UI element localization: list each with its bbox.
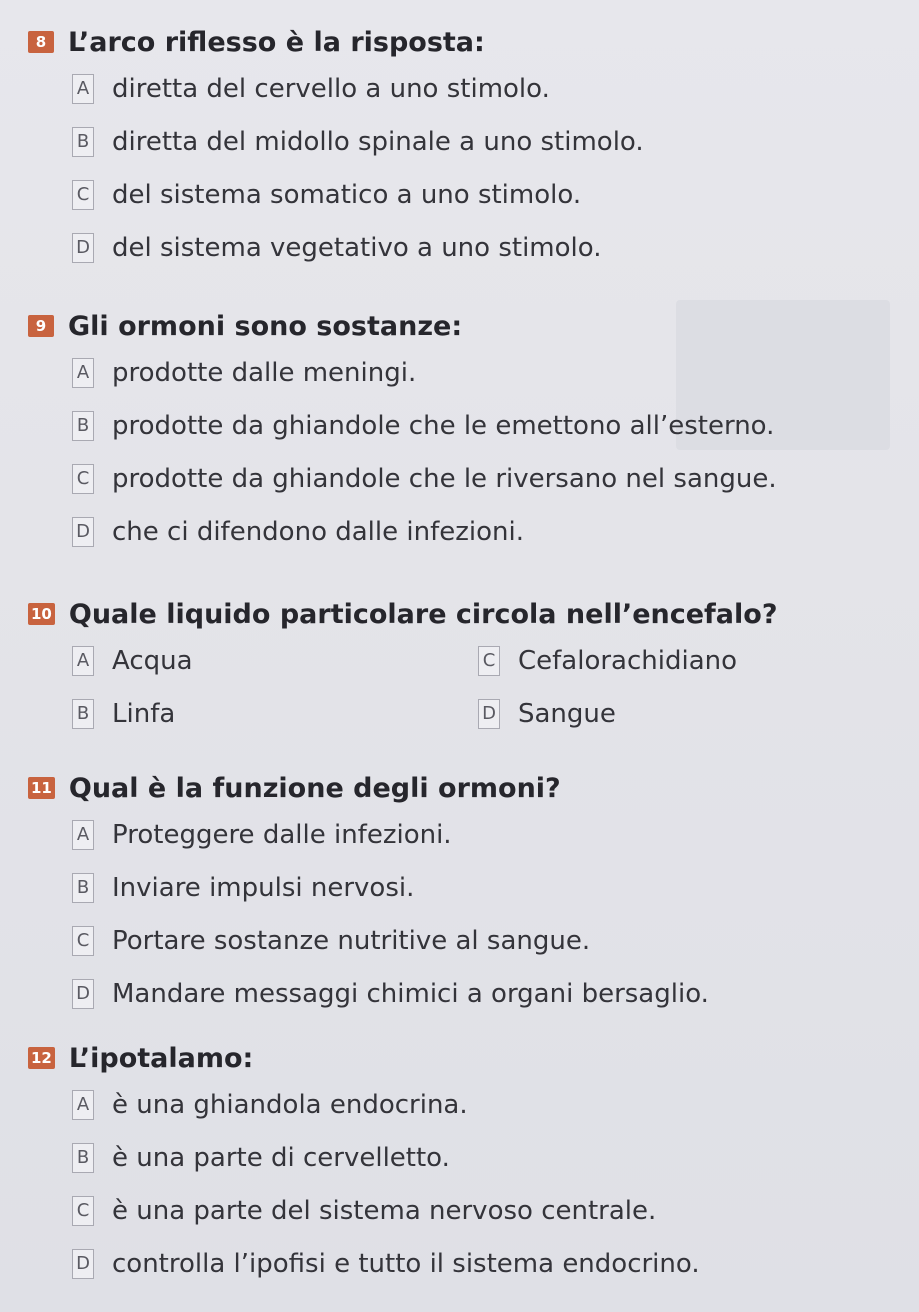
option-c[interactable] [72,1184,700,1237]
option-letter-box[interactable]: D [72,1249,94,1279]
question-header [28,22,644,62]
question-number-badge: 9 [28,315,54,337]
option-letter-box[interactable]: A [72,358,94,388]
option-d[interactable] [72,967,709,1020]
question-text: L’ipotalamo: [68,1042,254,1074]
question-11 [28,768,709,1020]
options-list [72,1078,700,1290]
options-list [72,808,709,1020]
option-letter-box[interactable]: C [72,926,94,956]
option-letter-box[interactable]: A [72,74,94,104]
option-letter-box[interactable]: A [72,820,94,850]
option-b[interactable] [72,399,777,452]
question-header [28,1038,700,1078]
option-a[interactable] [72,346,777,399]
option-c[interactable] [72,914,709,967]
option-letter-box[interactable]: A [72,646,94,676]
option-d[interactable] [72,1237,700,1290]
option-letter-box[interactable]: D [72,979,94,1009]
option-letter-box[interactable]: D [72,233,94,263]
option-a[interactable] [72,634,478,687]
question-header [28,594,818,634]
option-text: Acqua [112,645,193,676]
option-text: prodotte da ghiandole che le riversano nel sangue. [112,463,777,494]
option-letter-box[interactable]: D [478,699,500,729]
option-d[interactable] [72,221,644,274]
option-text: che ci difendono dalle infezioni. [112,516,524,547]
option-letter-box[interactable]: B [72,1143,94,1173]
option-text: prodotte da ghiandole che le emettono all’esterno. [112,410,775,441]
option-letter-box[interactable]: A [72,1090,94,1120]
question-9 [28,306,777,558]
question-text: Gli ormoni sono sostanze: [68,310,463,342]
option-letter-box[interactable]: B [72,873,94,903]
option-text: Mandare messaggi chimici a organi bersaglio. [112,978,709,1009]
option-text: del sistema vegetativo a uno stimolo. [112,232,602,263]
option-b[interactable] [72,115,644,168]
question-header [28,768,709,808]
question-text: L’arco riflesso è la risposta: [68,26,485,58]
option-letter-box[interactable]: C [72,180,94,210]
options-list [72,346,777,558]
option-text: è una parte di cervelletto. [112,1142,450,1173]
question-number-badge: 8 [28,31,54,53]
options-list [72,62,644,274]
option-text: Linfa [112,698,176,729]
option-text: Proteggere dalle infezioni. [112,819,452,850]
option-letter-box[interactable]: B [72,127,94,157]
question-header [28,306,777,346]
question-text: Qual è la funzione degli ormoni? [68,772,561,804]
option-c[interactable] [72,452,777,505]
option-letter-box[interactable]: C [72,1196,94,1226]
option-letter-box[interactable]: C [72,464,94,494]
option-text: Sangue [518,698,616,729]
option-d[interactable] [72,505,777,558]
option-b[interactable] [72,1131,700,1184]
option-b[interactable] [72,861,709,914]
question-number-badge: 12 [28,1047,55,1069]
question-10 [28,594,818,740]
option-text: Inviare impulsi nervosi. [112,872,415,903]
option-text: è una parte del sistema nervoso centrale. [112,1195,657,1226]
option-a[interactable] [72,62,644,115]
option-text: Cefalorachidiano [518,645,738,676]
option-text: diretta del midollo spinale a uno stimolo. [112,126,644,157]
option-text: controlla l’ipofisi e tutto il sistema endocrino. [112,1248,700,1279]
option-a[interactable] [72,1078,700,1131]
option-d[interactable] [478,687,818,740]
options-grid [72,634,818,740]
option-c[interactable] [72,168,644,221]
option-letter-box[interactable]: B [72,411,94,441]
option-b[interactable] [72,687,478,740]
option-letter-box[interactable]: B [72,699,94,729]
question-text: Quale liquido particolare circola nell’encefalo? [68,598,778,630]
option-c[interactable] [478,634,818,687]
option-text: prodotte dalle meningi. [112,357,417,388]
option-a[interactable] [72,808,709,861]
option-text: del sistema somatico a uno stimolo. [112,179,582,210]
option-letter-box[interactable]: D [72,517,94,547]
option-text: Portare sostanze nutritive al sangue. [112,925,591,956]
question-number-badge: 10 [28,603,55,625]
question-number-badge: 11 [28,777,55,799]
question-8 [28,22,644,274]
option-text: è una ghiandola endocrina. [112,1089,468,1120]
option-letter-box[interactable]: C [478,646,500,676]
option-text: diretta del cervello a uno stimolo. [112,73,550,104]
question-12 [28,1038,700,1290]
